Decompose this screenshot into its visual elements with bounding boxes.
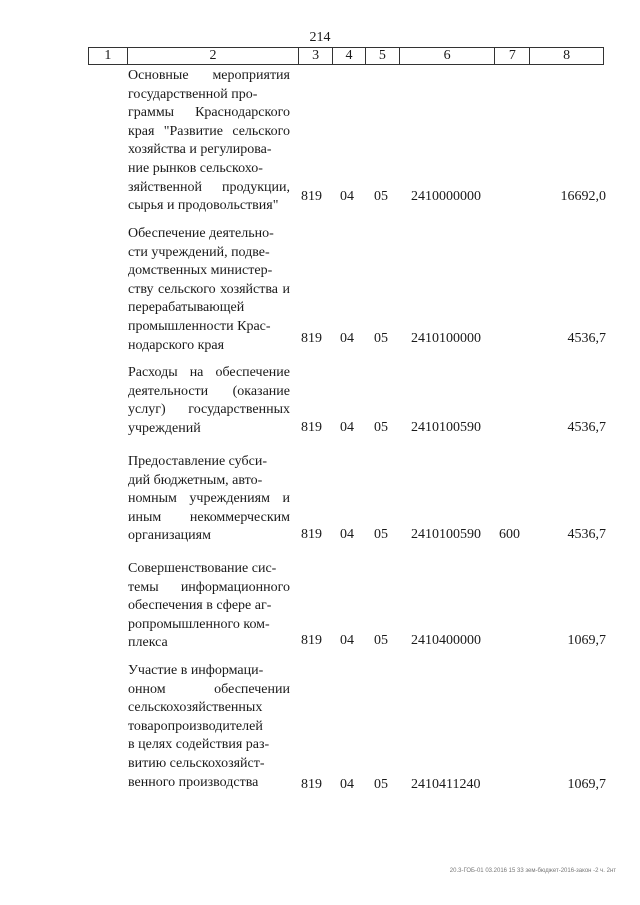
row-target-article: 2410100590 [411,420,481,435]
table-header-row [88,47,604,65]
row-section: 04 [340,777,354,792]
row-subsection: 05 [374,331,388,346]
row-subsection: 05 [374,420,388,435]
row-expense-type: 600 [499,527,520,542]
row-target-article: 2410100000 [411,331,481,346]
row-description: Основные мероприятия государственной про- граммы Краснодарского края "Развитие сельского хозяйства и регулирова- ние рынков сельскохо- зяйственной продукции, сырья и продовольствия" [128,68,290,214]
row-amount: 1069,7 [567,633,606,648]
row-target-article: 2410400000 [411,633,481,648]
footer-note: 20.3-ГОБ-01 03.2016 15 33 зем-бюджет-2016-закон -2 ч. 2нт [449,868,616,874]
row-admin-code: 819 [301,633,322,648]
header-col-8: 8 [529,48,603,64]
row-description: Совершенствование сис- темы информационного обеспечения в сфере аг- ропромышленного ком- плекса [128,561,290,651]
row-admin-code: 819 [301,189,322,204]
header-col-3: 3 [298,48,332,64]
row-subsection: 05 [374,777,388,792]
row-admin-code: 819 [301,527,322,542]
row-amount: 16692,0 [560,189,606,204]
row-amount: 4536,7 [567,420,606,435]
row-amount: 1069,7 [567,777,606,792]
row-section: 04 [340,189,354,204]
row-admin-code: 819 [301,420,322,435]
header-col-6: 6 [399,48,495,64]
row-target-article: 2410411240 [411,777,481,792]
header-col-5: 5 [365,48,399,64]
row-amount: 4536,7 [567,331,606,346]
row-amount: 4536,7 [567,527,606,542]
header-col-7: 7 [494,48,529,64]
row-subsection: 05 [374,633,388,648]
row-admin-code: 819 [301,331,322,346]
row-subsection: 05 [374,527,388,542]
row-section: 04 [340,331,354,346]
row-section: 04 [340,527,354,542]
row-target-article: 2410000000 [411,189,481,204]
header-col-2: 2 [127,48,298,64]
header-col-1: 1 [104,48,112,63]
row-section: 04 [340,633,354,648]
row-subsection: 05 [374,189,388,204]
row-target-article: 2410100590 [411,527,481,542]
row-description: Расходы на обеспечение деятельности (оказание услуг) государственных учреждений [128,365,290,436]
page-number: 214 [309,30,331,45]
header-col-4: 4 [332,48,365,64]
row-section: 04 [340,420,354,435]
row-description: Предоставление субси- дий бюджетным, авто- номным учреждениям и иным некоммерческим организациям [128,454,290,544]
row-description: Обеспечение деятельно- сти учреждений, подве- домственных министер- ству сельского хозяйства и перерабатывающей промышленности Крас- нодарского края [128,226,290,353]
row-description: Участие в информаци- онном обеспечении сельскохозяйственных товаропроизводителей в целях содействия раз- витию сельскохозяйст- венного производства [128,663,290,790]
row-admin-code: 819 [301,777,322,792]
